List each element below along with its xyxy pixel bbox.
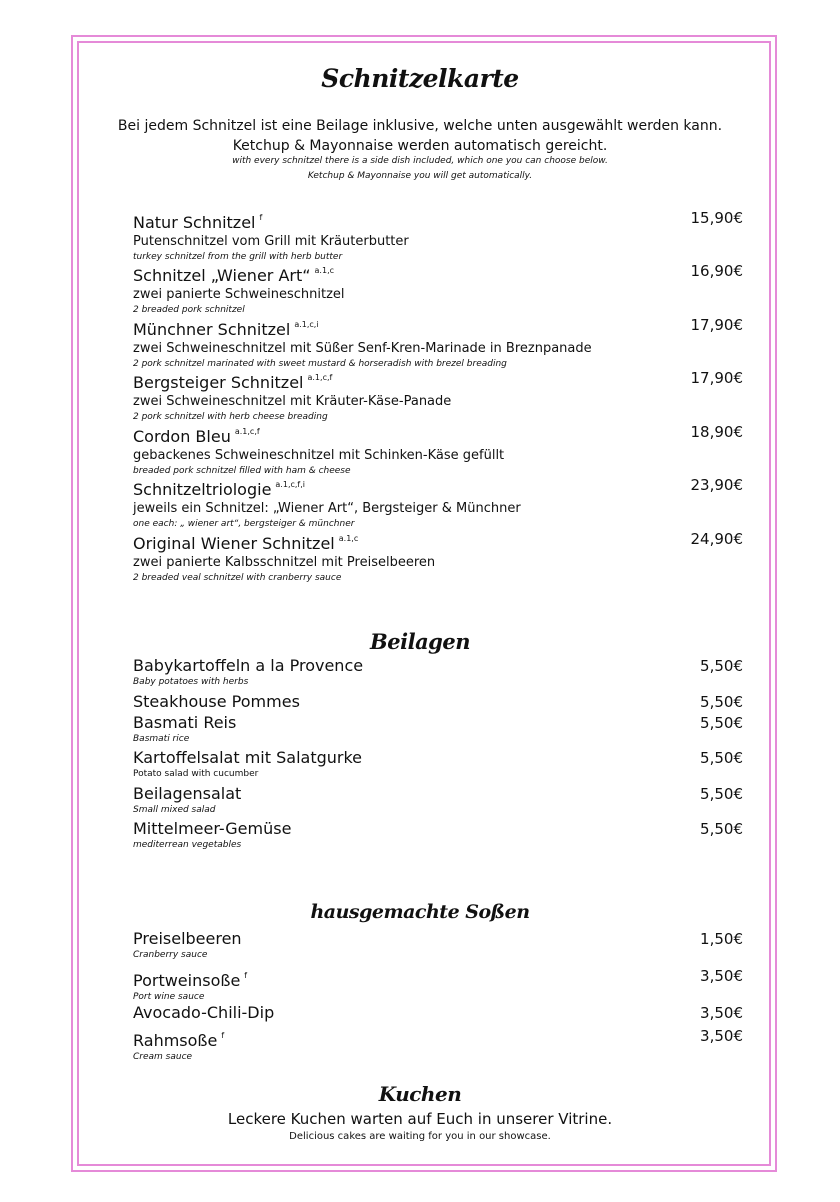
item-price: 23,90€	[690, 476, 743, 494]
allergen-codes: f	[259, 213, 263, 222]
menu-item	[133, 966, 743, 1004]
intro-de-line-1: Bei jedem Schnitzel ist eine Beilage inklusive, welche unten ausgewählt werden kann.	[117, 118, 723, 134]
item-description-en: Small mixed salad	[133, 805, 216, 815]
allergen-codes: f	[221, 1031, 225, 1040]
item-description-en: Cream sauce	[133, 1052, 193, 1062]
item-name: Natur Schnitzel	[133, 213, 256, 232]
menu-item	[133, 929, 743, 962]
item-description-en: Potato salad with cucumber	[133, 769, 259, 779]
item-name: Schnitzel „Wiener Art“	[133, 266, 311, 285]
menu-item	[133, 1003, 743, 1023]
menu-item	[133, 819, 743, 852]
beilagen-title: Beilagen	[370, 629, 470, 654]
item-description-de: jeweils ein Schnitzel: „Wiener Art“, Bergsteiger & Münchner	[133, 501, 521, 516]
item-description-en: Basmati rice	[133, 734, 190, 744]
allergen-codes: a.1,c	[314, 266, 335, 275]
item-price: 15,90€	[690, 209, 743, 227]
menu-item	[133, 784, 743, 817]
item-description-en: breaded pork schnitzel filled with ham & cheese	[133, 466, 351, 476]
item-description-de: gebackenes Schweineschnitzel mit Schinken-Käse gefüllt	[133, 448, 505, 463]
item-description-en: Cranberry sauce	[133, 950, 208, 960]
item-name: Basmati Reis	[133, 713, 237, 732]
item-name: Preiselbeeren	[133, 929, 242, 948]
allergen-codes: a.1,c,f	[307, 373, 333, 382]
item-description-en: turkey schnitzel from the grill with herb butter	[133, 252, 343, 262]
allergen-codes: f	[244, 971, 248, 980]
allergen-codes: a.1,c,i	[294, 320, 319, 329]
item-price: 1,50€	[700, 930, 743, 948]
item-name: Beilagensalat	[133, 784, 242, 803]
item-name: Kartoffelsalat mit Salatgurke	[133, 748, 363, 767]
item-price: 5,50€	[700, 749, 743, 767]
item-description-en: 2 pork schnitzel with herb cheese breading	[133, 412, 328, 422]
item-name: Mittelmeer-Gemüse	[133, 819, 292, 838]
kuchen-text-en: Delicious cakes are waiting for you in our showcase.	[289, 1131, 551, 1142]
menu-item	[133, 368, 743, 424]
allergen-codes: a.1,c	[338, 534, 359, 543]
item-price: 16,90€	[690, 262, 743, 280]
menu-item	[133, 261, 743, 317]
menu-item	[133, 208, 743, 264]
item-price: 17,90€	[690, 316, 743, 334]
item-description-de: Putenschnitzel vom Grill mit Kräuterbutter	[133, 234, 409, 249]
allergen-codes: a.1,c,f,i	[275, 480, 306, 489]
item-description-de: zwei Schweineschnitzel mit Kräuter-Käse-Panade	[133, 394, 452, 409]
menu-item	[133, 529, 743, 585]
item-price: 5,50€	[700, 785, 743, 803]
item-description-en: mediterrean vegetables	[133, 840, 242, 850]
menu-item	[133, 748, 743, 781]
item-price: 3,50€	[700, 967, 743, 985]
intro-en-line-1: with every schnitzel there is a side dish included, which one you can choose below.	[232, 156, 608, 166]
item-price: 5,50€	[700, 820, 743, 838]
intro-en-line-2: Ketchup & Mayonnaise you will get automatically.	[307, 171, 533, 181]
menu-item	[133, 315, 743, 371]
menu-item	[133, 1026, 743, 1064]
allergen-codes: a.1,c,f	[234, 427, 260, 436]
item-price: 24,90€	[690, 530, 743, 548]
item-description-en: Baby potatoes with herbs	[133, 677, 249, 687]
item-description-en: 2 breaded pork schnitzel	[133, 305, 245, 315]
item-name: Avocado-Chili-Dip	[133, 1003, 275, 1022]
item-description-de: zwei panierte Kalbsschnitzel mit Preiselbeeren	[133, 555, 436, 570]
item-price: 3,50€	[700, 1027, 743, 1045]
item-price: 5,50€	[700, 657, 743, 675]
item-name: Original Wiener Schnitzel	[133, 534, 335, 553]
schnitzel-title: Schnitzelkarte	[321, 64, 519, 93]
item-description-de: zwei panierte Schweineschnitzel	[133, 287, 345, 302]
kuchen-text-de: Leckere Kuchen warten auf Euch in unserer Vitrine.	[227, 1110, 613, 1128]
item-description-en: one each: „ wiener art“, bergsteiger & münchner	[133, 519, 355, 529]
menu-item	[133, 713, 743, 746]
kuchen-title: Kuchen	[378, 1082, 462, 1106]
item-name: Cordon Bleu	[133, 427, 231, 446]
item-price: 18,90€	[690, 423, 743, 441]
item-name: Schnitzeltriologie	[133, 480, 272, 499]
item-name: Babykartoffeln a la Provence	[133, 656, 364, 675]
item-name: Steakhouse Pommes	[133, 692, 300, 711]
menu-item	[133, 422, 743, 478]
item-description-de: zwei Schweineschnitzel mit Süßer Senf-Kren-Marinade in Breznpanade	[133, 341, 592, 356]
item-price: 5,50€	[700, 714, 743, 732]
menu-item	[133, 475, 743, 531]
item-price: 5,50€	[700, 693, 743, 711]
menu-item	[133, 656, 743, 689]
item-name: Bergsteiger Schnitzel	[133, 373, 304, 392]
item-price: 17,90€	[690, 369, 743, 387]
item-description-en: 2 breaded veal schnitzel with cranberry sauce	[133, 573, 342, 583]
intro-de-line-2: Ketchup & Mayonnaise werden automatisch gereicht.	[232, 138, 608, 154]
item-description-en: Port wine sauce	[133, 992, 205, 1002]
item-name: Münchner Schnitzel	[133, 320, 291, 339]
sossen-title: hausgemachte Soßen	[310, 901, 530, 923]
item-price: 3,50€	[700, 1004, 743, 1022]
menu-item	[133, 692, 743, 712]
item-name: Portweinsoße	[133, 971, 241, 990]
item-description-en: 2 pork schnitzel marinated with sweet mustard & horseradish with brezel breading	[133, 359, 507, 369]
item-name: Rahmsoße	[133, 1031, 218, 1050]
